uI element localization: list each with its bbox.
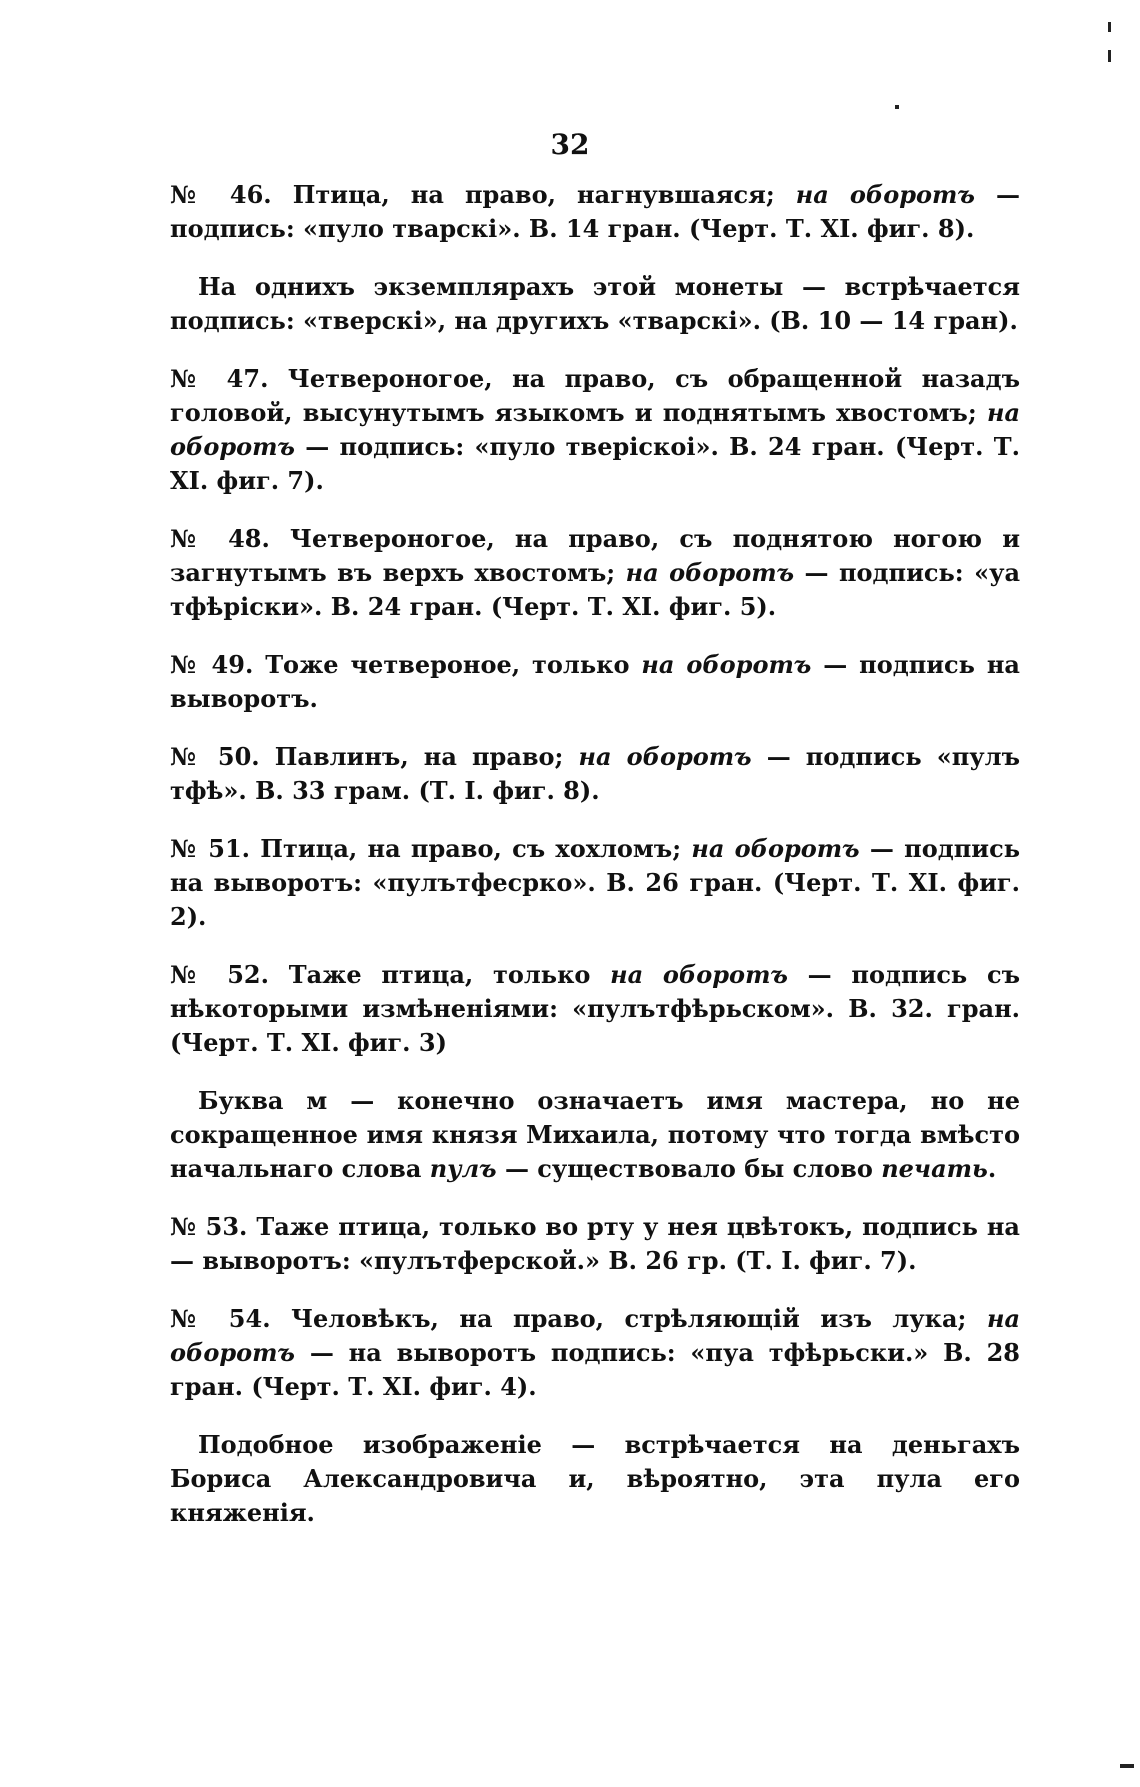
- text-run: — подпись «пулъ тфѣ». В. 33 грам. (Т. I. фиг. 8).: [170, 742, 1020, 805]
- italic-phrase: на оборотъ: [170, 1304, 1020, 1367]
- entry-number: № 49.: [170, 650, 254, 679]
- text-run: — подпись: «уа тфѣрiски». В. 24 гран. (Черт. Т. XI. фиг. 5).: [170, 558, 1020, 621]
- text-run: Птица, на право, съ хохломъ;: [250, 834, 692, 863]
- italic-phrase: пулъ: [429, 1154, 497, 1183]
- italic-phrase: на оборотъ: [578, 742, 752, 771]
- text-run: — подпись: «пуло тварскі». В. 14 гран. (Черт. Т. XI. фиг. 8).: [170, 180, 1020, 243]
- text-run: На однихъ экземплярахъ этой монеты — встрѣчается подпись: «тверскі», на другихъ «тварскі». (В. 10 — 14 гран).: [170, 272, 1020, 335]
- entry-number: № 52.: [170, 960, 269, 989]
- italic-phrase: на оборотъ: [625, 558, 795, 587]
- text-run: Таже птица, только во рту у нея цвѣтокъ, подпись на — выворотъ: «пулътферской.» В. 26 гр. (Т. I. фиг. 7).: [170, 1212, 1020, 1275]
- entry-number: № 47.: [170, 364, 269, 393]
- text-run: .: [987, 1154, 997, 1183]
- italic-phrase: печать: [881, 1154, 988, 1183]
- text-run: Буква м — конечно означаетъ имя мастера, но не сокращенное имя князя Михаила, потому что тогда вмѣсто начальнаго слова: [170, 1086, 1020, 1183]
- entry-number: № 51.: [170, 834, 251, 863]
- page-body: [170, 178, 1020, 1554]
- catalog-entry: [170, 740, 1020, 808]
- scan-edge-mark: [1108, 50, 1111, 62]
- entry-number: № 46.: [170, 180, 272, 209]
- text-run: — на выворотъ подпись: «пуа тфѣрьски.» В. 28 гран. (Черт. Т. XI. фиг. 4).: [170, 1338, 1020, 1401]
- text-run: — подпись: «пуло тверіскоі». В. 24 гран. (Черт. Т. XI. фиг. 7).: [170, 432, 1020, 495]
- text-run: Птица, на право, нагнувшаяся;: [271, 180, 796, 209]
- italic-phrase: на оборотъ: [641, 650, 812, 679]
- text-run: Тоже четвероное, только: [253, 650, 642, 679]
- catalog-entry: [170, 832, 1020, 934]
- commentary-paragraph: [170, 1084, 1020, 1186]
- text-run: Таже птица, только: [268, 960, 611, 989]
- catalog-entry: [170, 958, 1020, 1060]
- scan-edge-mark: [1120, 1764, 1134, 1768]
- catalog-entry: [170, 362, 1020, 498]
- scan-edge-mark: [895, 105, 899, 109]
- scan-edge-mark: [1108, 22, 1111, 32]
- entry-number: № 54.: [170, 1304, 271, 1333]
- text-run: — подпись на выворотъ: «пулътфесрко». В. 26 гран. (Черт. Т. XI. фиг. 2).: [170, 834, 1020, 931]
- catalog-entry: [170, 522, 1020, 624]
- text-run: Подобное изображеніе — встрѣчается на деньгахъ Бориса Александровича и, вѣроятно, эта пула его княженія.: [170, 1430, 1020, 1527]
- text-run: — подпись на выворотъ.: [170, 650, 1020, 713]
- entry-number: № 50.: [170, 742, 260, 771]
- entry-number: № 48.: [170, 524, 270, 553]
- entry-number: № 53.: [170, 1212, 248, 1241]
- commentary-paragraph: [170, 270, 1020, 338]
- catalog-entry: [170, 178, 1020, 246]
- commentary-paragraph: [170, 1428, 1020, 1530]
- text-run: Четвероногое, на право, съ обращенной назадъ головой, высунутымъ языкомъ и поднятымъ хвостомъ;: [170, 364, 1020, 427]
- text-run: — существовало бы слово: [496, 1154, 882, 1183]
- italic-phrase: на оборотъ: [691, 834, 860, 863]
- text-run: — подпись съ нѣкоторыми измѣненіями: «пулътфѣрьском». В. 32. гран. (Черт. Т. XI. фиг. 3): [170, 960, 1020, 1057]
- text-run: Четвероногое, на право, съ поднятою ногою и загнутымъ въ верхъ хвостомъ;: [170, 524, 1020, 587]
- italic-phrase: на оборотъ: [170, 398, 1020, 461]
- page-number: 32: [550, 128, 590, 161]
- text-run: Павлинъ, на право;: [259, 742, 579, 771]
- catalog-entry: [170, 1210, 1020, 1278]
- text-run: Человѣкъ, на право, стрѣляющій изъ лука;: [270, 1304, 987, 1333]
- catalog-entry: [170, 1302, 1020, 1404]
- catalog-entry: [170, 648, 1020, 716]
- italic-phrase: на оборотъ: [795, 180, 975, 209]
- italic-phrase: на оборотъ: [610, 960, 788, 989]
